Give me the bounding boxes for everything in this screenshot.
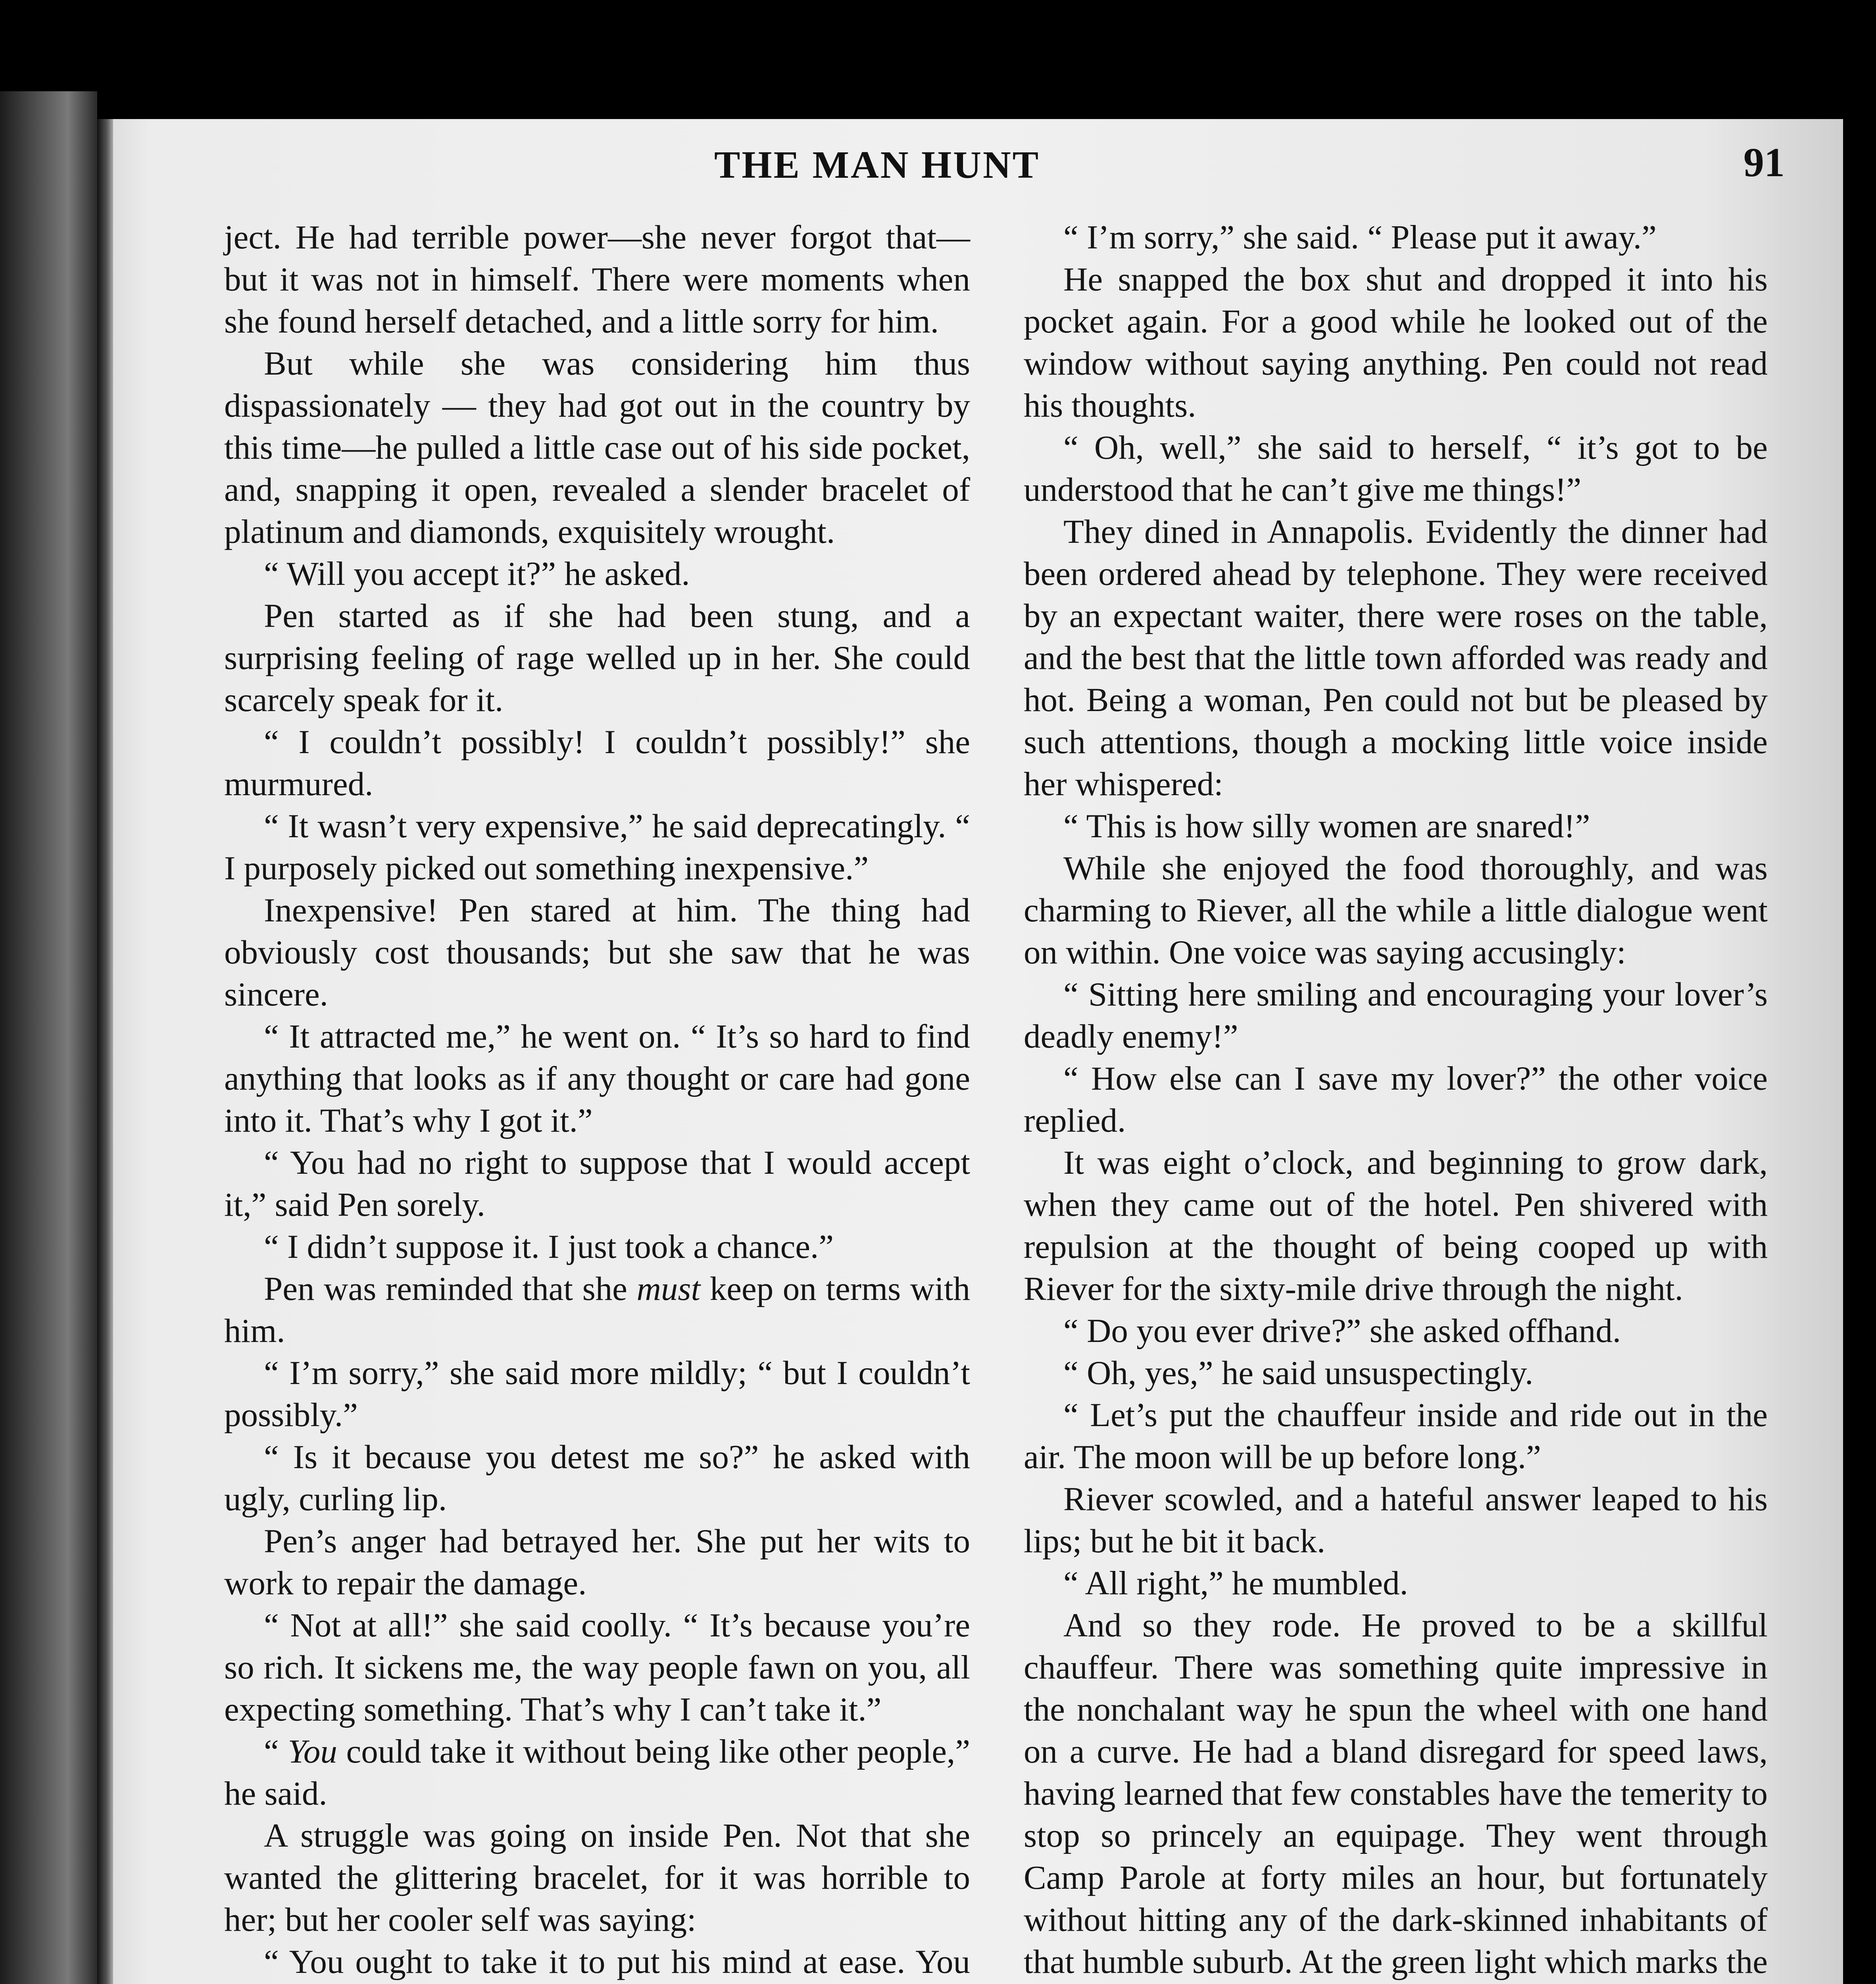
paragraph: “ This is how silly women are snared!” <box>1063 807 1590 845</box>
paragraph: “ Oh, well,” she said to herself, “ it’s got to be understood that he can’t give me things!” <box>1024 429 1768 508</box>
paragraph <box>224 1268 970 1352</box>
paragraph-text: keep on terms with him. <box>224 1270 970 1350</box>
paragraph-text: “ <box>264 1733 288 1770</box>
paragraph: “ I’m sorry,” she said. “ Please put it away.” <box>1063 219 1657 256</box>
paragraph: ject. He had terrible power—she never forgot that—but it was not in himself. There were moments when she found herself detached, and a little sorry for him. <box>224 219 970 340</box>
left-page-edge <box>0 91 97 1984</box>
paragraph: Pen started as if she had been stung, and a surprising feeling of rage welled up in her. She could scarcely speak for it. <box>224 597 970 719</box>
paragraph: “ I couldn’t possibly! I couldn’t possibly!” she murmured. <box>224 723 970 803</box>
paragraph: “ You ought to take it to put his mind at ease. You <box>264 1943 970 1980</box>
paragraph: Pen’s anger had betrayed her. She put her wits to work to repair the damage. <box>224 1523 970 1602</box>
paragraph: Inexpensive! Pen stared at him. The thing had obviously cost thousands; but she saw that he was sincere. <box>224 892 970 1013</box>
paragraph: “ Is it because you detest me so?” he asked with ugly, curling lip. <box>224 1438 970 1518</box>
page-binding-shadow <box>97 119 113 1984</box>
paragraph: But while she was considering him thus dispassionately — they had got out in the country by this time—he pulled a little case out of his side pocket, and, snapping it open, revealed a slender bracelet of platinum and diamonds, exquisitely wrought. <box>224 345 970 550</box>
paragraph: It was eight o’clock, and beginning to grow dark, when they came out of the hotel. Pen shivered with repulsion at the thought of being cooped up with Riever for the sixty-mile drive through the night. <box>1024 1144 1768 1307</box>
paragraph: “ Do you ever drive?” she asked offhand. <box>1063 1312 1621 1350</box>
paragraph: A struggle was going on inside Pen. Not that she wanted the glittering bracelet, for it was horrible to her; but her cooler self was saying: <box>224 1817 970 1938</box>
paragraph: “ How else can I save my lover?” the other voice replied. <box>1024 1060 1768 1139</box>
paragraph: Riever scowled, and a hateful answer leaped to his lips; but he bit it back. <box>1024 1480 1768 1560</box>
running-title: THE MAN HUNT <box>714 144 1040 186</box>
paragraph: They dined in Annapolis. Evidently the dinner had been ordered ahead by telephone. They were received by an expectant waiter, there were roses on the table, and the best that the little town afforded was ready and hot. Being a woman, Pen could not but be pleased by such attentions, though a mocking little voice inside her whispered: <box>1024 513 1768 803</box>
paragraph-text: could take it without being like other people,” he said. <box>224 1733 970 1812</box>
paragraph: “ Not at all!” she said coolly. “ It’s because you’re so rich. It sickens me, the way people fawn on you, all expecting something. That’s why I can’t take it.” <box>224 1607 970 1728</box>
paragraph-text: Pen was reminded that she <box>264 1270 637 1307</box>
paragraph: While she enjoyed the food thoroughly, and was charming to Riever, all the while a little dialogue went on within. One voice was saying accusingly: <box>1024 850 1768 971</box>
paragraph: “ Let’s put the chauffeur inside and ride out in the air. The moon will be up before long.” <box>1024 1396 1768 1476</box>
paragraph: “ You had no right to suppose that I would accept it,” said Pen sorely. <box>224 1144 970 1223</box>
paragraph: “ Will you accept it?” he asked. <box>264 555 690 592</box>
paragraph: “ I’m sorry,” she said more mildly; “ but I couldn’t possibly.” <box>224 1354 970 1434</box>
paragraph: “ I didn’t suppose it. I just took a chance.” <box>264 1228 834 1265</box>
paragraph: “ It attracted me,” he went on. “ It’s so hard to find anything that looks as if any thought or care had gone into it. That’s why I got it.” <box>224 1018 970 1139</box>
page-number: 91 <box>1743 140 1785 185</box>
text-column-left <box>224 216 970 1984</box>
paragraph: “ All right,” he mumbled. <box>1063 1565 1408 1602</box>
paragraph: He snapped the box shut and dropped it into his pocket again. For a good while he looked out of the window without saying anything. Pen could not read his thoughts. <box>1024 261 1768 424</box>
paragraph: “ Oh, yes,” he said unsuspectingly. <box>1063 1354 1534 1392</box>
paragraph <box>224 1730 970 1815</box>
emphasis-text: You <box>288 1733 337 1770</box>
text-column-right <box>1024 216 1768 1984</box>
paragraph: “ Sitting here smiling and encouraging your lover’s deadly enemy!” <box>1024 976 1768 1055</box>
emphasis-text: must <box>636 1270 701 1307</box>
paragraph: “ It wasn’t very expensive,” he said deprecatingly. “ I purposely picked out something inexpensive.” <box>224 807 970 887</box>
paragraph: And so they rode. He proved to be a skillful chauffeur. There was something quite impressive in the nonchalant way he spun the wheel with one hand on a curve. He had a bland disregard for speed laws, having learned that few constables have the temerity to stop so princely an equipage. They went through Camp Parole at forty miles an hour, but fortunately without hitting any of the dark-skinned inhabitants of that humble suburb. At the green light which marks the <box>1024 1607 1768 1980</box>
